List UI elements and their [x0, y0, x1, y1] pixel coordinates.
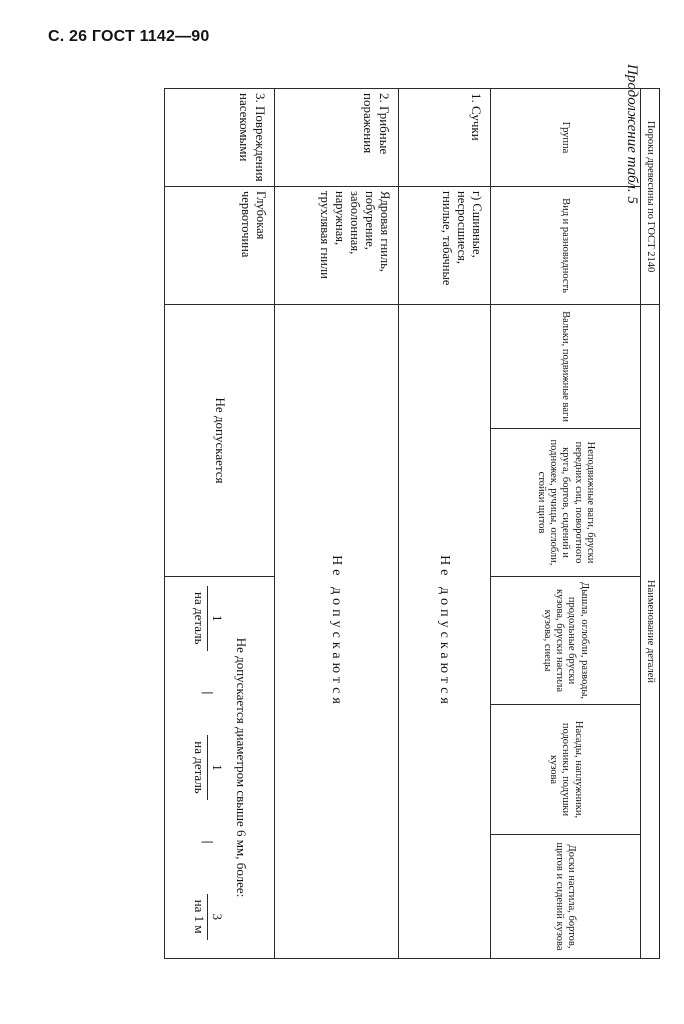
defects-table	[164, 88, 660, 959]
row-1-group: 1. Сучки	[398, 89, 490, 187]
fraction-3-num: 3	[207, 894, 224, 940]
column-header-kind: Вид и разновидность	[490, 187, 640, 305]
row-3-value-a: Не допускается	[164, 305, 274, 577]
column-header-part-3: Дышла, оглобли, разводы, продольные бруски кузова, бруски настила кузова, сиецы	[490, 577, 640, 705]
row-3-fractions	[191, 581, 225, 954]
fraction-1-num: 1	[207, 586, 224, 651]
table-row	[398, 89, 490, 959]
row-3-value-b	[164, 577, 274, 959]
separator-mark: |	[201, 691, 217, 695]
fraction-3	[191, 879, 225, 954]
row-1-kind: г) Сшивные, несросшиеся, гнилые, табачные	[398, 187, 490, 305]
column-header-group: Группа	[490, 89, 640, 187]
table-row	[274, 89, 398, 959]
fraction-2-den: на деталь	[192, 741, 208, 794]
column-header-part-2: Неподвижные ваги, бруски передних сиц, поворотного круга, бортов, сидений и подножек, ручицы, оглобли, стойки щитов	[490, 429, 640, 577]
row-3-value-b-text: Не допускается диаметром свыше 6 мм, более:	[233, 637, 249, 898]
row-3-kind: Глубокая червоточина	[164, 187, 274, 305]
fraction-1	[191, 581, 225, 656]
defects-header: Пороки древесины по ГОСТ 2140	[640, 89, 659, 305]
table-row	[164, 89, 274, 959]
column-header-part-1: Вальки, подвижные ваги	[490, 305, 640, 429]
table-continuation-caption: Продолжение табл. 5	[624, 64, 640, 204]
page-header: С. 26 ГОСТ 1142—90	[48, 28, 210, 45]
fraction-2	[191, 730, 225, 805]
rotated-table-container	[48, 88, 660, 958]
row-2-value: Не допускаются	[274, 305, 398, 959]
fraction-1-den: на деталь	[192, 592, 208, 645]
fraction-2-num: 1	[207, 735, 224, 800]
row-2-kind: Ядровая гниль, побурение, заболонная, наружная, трухлявая гнили	[274, 187, 398, 305]
row-1-value: Не допускаются	[398, 305, 490, 959]
fraction-3-den: на 1 м	[192, 899, 208, 934]
row-2-group: 2. Грибные поражения	[274, 89, 398, 187]
row-3-group: 3. Повреждения насекомыми	[164, 89, 274, 187]
column-header-part-5: Доски настила, бортов, щитов и сидений кузова	[490, 835, 640, 959]
column-header-part-4: Насады, наплужники, подосники, подушки кузова	[490, 705, 640, 835]
separator-mark: |	[201, 840, 217, 844]
parts-header: Наименование деталей	[640, 305, 659, 959]
